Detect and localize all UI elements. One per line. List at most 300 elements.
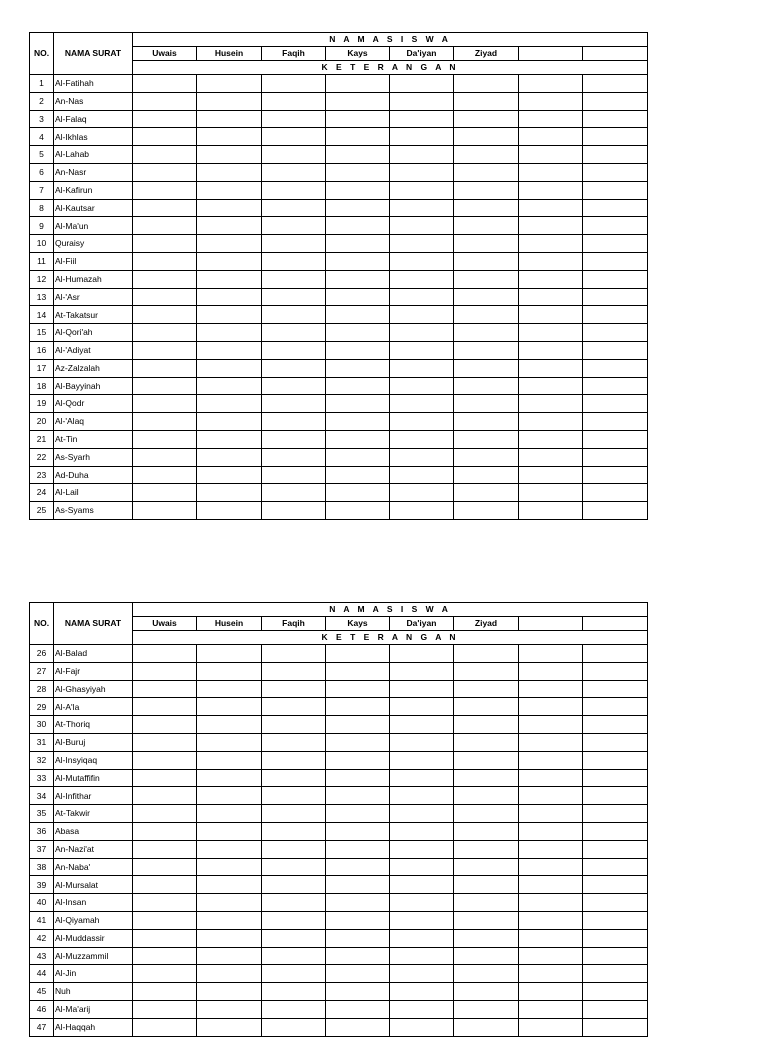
note-cell[interactable] <box>390 769 454 787</box>
note-cell[interactable] <box>519 1018 583 1036</box>
note-cell[interactable] <box>326 217 390 235</box>
note-cell[interactable] <box>390 911 454 929</box>
note-cell[interactable] <box>262 911 326 929</box>
note-cell[interactable] <box>583 395 648 413</box>
note-cell[interactable] <box>390 805 454 823</box>
note-cell[interactable] <box>262 840 326 858</box>
note-cell[interactable] <box>454 324 519 342</box>
note-cell[interactable] <box>133 75 197 93</box>
note-cell[interactable] <box>133 698 197 716</box>
note-cell[interactable] <box>454 341 519 359</box>
note-cell[interactable] <box>326 876 390 894</box>
note-cell[interactable] <box>326 929 390 947</box>
note-cell[interactable] <box>133 858 197 876</box>
note-cell[interactable] <box>197 502 262 520</box>
note-cell[interactable] <box>583 805 648 823</box>
note-cell[interactable] <box>262 876 326 894</box>
note-cell[interactable] <box>262 751 326 769</box>
note-cell[interactable] <box>519 270 583 288</box>
note-cell[interactable] <box>454 1000 519 1018</box>
note-cell[interactable] <box>390 235 454 253</box>
note-cell[interactable] <box>390 75 454 93</box>
note-cell[interactable] <box>519 128 583 146</box>
note-cell[interactable] <box>454 662 519 680</box>
note-cell[interactable] <box>519 965 583 983</box>
note-cell[interactable] <box>519 306 583 324</box>
note-cell[interactable] <box>197 787 262 805</box>
note-cell[interactable] <box>454 929 519 947</box>
note-cell[interactable] <box>133 395 197 413</box>
note-cell[interactable] <box>583 146 648 164</box>
note-cell[interactable] <box>262 217 326 235</box>
note-cell[interactable] <box>326 769 390 787</box>
note-cell[interactable] <box>519 377 583 395</box>
note-cell[interactable] <box>326 377 390 395</box>
note-cell[interactable] <box>197 466 262 484</box>
note-cell[interactable] <box>583 787 648 805</box>
note-cell[interactable] <box>583 645 648 663</box>
note-cell[interactable] <box>390 787 454 805</box>
note-cell[interactable] <box>262 502 326 520</box>
note-cell[interactable] <box>454 876 519 894</box>
note-cell[interactable] <box>133 306 197 324</box>
note-cell[interactable] <box>583 502 648 520</box>
note-cell[interactable] <box>133 217 197 235</box>
note-cell[interactable] <box>133 235 197 253</box>
note-cell[interactable] <box>262 1000 326 1018</box>
note-cell[interactable] <box>519 395 583 413</box>
note-cell[interactable] <box>326 484 390 502</box>
note-cell[interactable] <box>133 805 197 823</box>
note-cell[interactable] <box>197 110 262 128</box>
note-cell[interactable] <box>326 146 390 164</box>
note-cell[interactable] <box>390 413 454 431</box>
note-cell[interactable] <box>197 324 262 342</box>
note-cell[interactable] <box>326 840 390 858</box>
note-cell[interactable] <box>197 413 262 431</box>
note-cell[interactable] <box>197 822 262 840</box>
note-cell[interactable] <box>133 680 197 698</box>
note-cell[interactable] <box>454 181 519 199</box>
note-cell[interactable] <box>390 1018 454 1036</box>
note-cell[interactable] <box>133 787 197 805</box>
note-cell[interactable] <box>326 716 390 734</box>
note-cell[interactable] <box>390 448 454 466</box>
note-cell[interactable] <box>326 805 390 823</box>
note-cell[interactable] <box>583 163 648 181</box>
note-cell[interactable] <box>519 662 583 680</box>
note-cell[interactable] <box>262 894 326 912</box>
note-cell[interactable] <box>583 858 648 876</box>
note-cell[interactable] <box>262 645 326 663</box>
note-cell[interactable] <box>519 876 583 894</box>
note-cell[interactable] <box>133 911 197 929</box>
note-cell[interactable] <box>390 92 454 110</box>
note-cell[interactable] <box>326 341 390 359</box>
note-cell[interactable] <box>262 377 326 395</box>
note-cell[interactable] <box>519 359 583 377</box>
note-cell[interactable] <box>390 733 454 751</box>
note-cell[interactable] <box>262 128 326 146</box>
note-cell[interactable] <box>262 146 326 164</box>
note-cell[interactable] <box>326 983 390 1001</box>
note-cell[interactable] <box>326 1000 390 1018</box>
note-cell[interactable] <box>583 128 648 146</box>
note-cell[interactable] <box>133 146 197 164</box>
note-cell[interactable] <box>133 448 197 466</box>
note-cell[interactable] <box>519 1000 583 1018</box>
note-cell[interactable] <box>197 716 262 734</box>
note-cell[interactable] <box>390 947 454 965</box>
note-cell[interactable] <box>197 270 262 288</box>
note-cell[interactable] <box>133 769 197 787</box>
note-cell[interactable] <box>583 769 648 787</box>
note-cell[interactable] <box>197 146 262 164</box>
note-cell[interactable] <box>262 92 326 110</box>
note-cell[interactable] <box>262 947 326 965</box>
note-cell[interactable] <box>262 769 326 787</box>
note-cell[interactable] <box>326 698 390 716</box>
note-cell[interactable] <box>454 502 519 520</box>
note-cell[interactable] <box>454 92 519 110</box>
note-cell[interactable] <box>390 146 454 164</box>
note-cell[interactable] <box>519 217 583 235</box>
note-cell[interactable] <box>583 894 648 912</box>
note-cell[interactable] <box>454 983 519 1001</box>
note-cell[interactable] <box>454 430 519 448</box>
note-cell[interactable] <box>454 733 519 751</box>
note-cell[interactable] <box>197 199 262 217</box>
note-cell[interactable] <box>326 911 390 929</box>
note-cell[interactable] <box>326 288 390 306</box>
note-cell[interactable] <box>454 805 519 823</box>
note-cell[interactable] <box>133 1000 197 1018</box>
note-cell[interactable] <box>390 306 454 324</box>
note-cell[interactable] <box>454 163 519 181</box>
note-cell[interactable] <box>454 840 519 858</box>
note-cell[interactable] <box>133 181 197 199</box>
note-cell[interactable] <box>197 430 262 448</box>
note-cell[interactable] <box>326 430 390 448</box>
note-cell[interactable] <box>133 733 197 751</box>
note-cell[interactable] <box>197 733 262 751</box>
note-cell[interactable] <box>583 110 648 128</box>
note-cell[interactable] <box>262 110 326 128</box>
note-cell[interactable] <box>326 680 390 698</box>
note-cell[interactable] <box>326 324 390 342</box>
note-cell[interactable] <box>197 359 262 377</box>
note-cell[interactable] <box>519 733 583 751</box>
note-cell[interactable] <box>133 252 197 270</box>
note-cell[interactable] <box>390 894 454 912</box>
note-cell[interactable] <box>583 377 648 395</box>
note-cell[interactable] <box>197 983 262 1001</box>
note-cell[interactable] <box>262 805 326 823</box>
note-cell[interactable] <box>454 698 519 716</box>
note-cell[interactable] <box>197 448 262 466</box>
note-cell[interactable] <box>454 413 519 431</box>
note-cell[interactable] <box>583 698 648 716</box>
note-cell[interactable] <box>262 858 326 876</box>
note-cell[interactable] <box>519 92 583 110</box>
note-cell[interactable] <box>197 128 262 146</box>
note-cell[interactable] <box>454 199 519 217</box>
note-cell[interactable] <box>197 484 262 502</box>
note-cell[interactable] <box>519 163 583 181</box>
note-cell[interactable] <box>197 769 262 787</box>
note-cell[interactable] <box>583 217 648 235</box>
note-cell[interactable] <box>262 341 326 359</box>
note-cell[interactable] <box>390 359 454 377</box>
note-cell[interactable] <box>197 662 262 680</box>
note-cell[interactable] <box>262 181 326 199</box>
note-cell[interactable] <box>454 359 519 377</box>
note-cell[interactable] <box>133 484 197 502</box>
note-cell[interactable] <box>583 733 648 751</box>
note-cell[interactable] <box>326 894 390 912</box>
note-cell[interactable] <box>326 413 390 431</box>
note-cell[interactable] <box>454 448 519 466</box>
note-cell[interactable] <box>262 1018 326 1036</box>
note-cell[interactable] <box>197 181 262 199</box>
note-cell[interactable] <box>262 466 326 484</box>
note-cell[interactable] <box>454 751 519 769</box>
note-cell[interactable] <box>133 324 197 342</box>
note-cell[interactable] <box>262 698 326 716</box>
note-cell[interactable] <box>583 199 648 217</box>
note-cell[interactable] <box>197 805 262 823</box>
note-cell[interactable] <box>133 1018 197 1036</box>
note-cell[interactable] <box>583 430 648 448</box>
note-cell[interactable] <box>133 199 197 217</box>
note-cell[interactable] <box>326 822 390 840</box>
note-cell[interactable] <box>583 484 648 502</box>
note-cell[interactable] <box>390 840 454 858</box>
note-cell[interactable] <box>133 359 197 377</box>
note-cell[interactable] <box>133 716 197 734</box>
note-cell[interactable] <box>390 199 454 217</box>
note-cell[interactable] <box>519 235 583 253</box>
note-cell[interactable] <box>583 983 648 1001</box>
note-cell[interactable] <box>390 288 454 306</box>
note-cell[interactable] <box>262 929 326 947</box>
note-cell[interactable] <box>390 645 454 663</box>
note-cell[interactable] <box>197 840 262 858</box>
note-cell[interactable] <box>519 858 583 876</box>
note-cell[interactable] <box>326 645 390 663</box>
note-cell[interactable] <box>133 876 197 894</box>
note-cell[interactable] <box>197 377 262 395</box>
note-cell[interactable] <box>454 822 519 840</box>
note-cell[interactable] <box>454 110 519 128</box>
note-cell[interactable] <box>583 1018 648 1036</box>
note-cell[interactable] <box>326 235 390 253</box>
note-cell[interactable] <box>454 965 519 983</box>
note-cell[interactable] <box>583 413 648 431</box>
note-cell[interactable] <box>454 680 519 698</box>
note-cell[interactable] <box>133 965 197 983</box>
note-cell[interactable] <box>197 965 262 983</box>
note-cell[interactable] <box>519 341 583 359</box>
note-cell[interactable] <box>326 199 390 217</box>
note-cell[interactable] <box>262 359 326 377</box>
note-cell[interactable] <box>519 894 583 912</box>
note-cell[interactable] <box>326 92 390 110</box>
note-cell[interactable] <box>390 822 454 840</box>
note-cell[interactable] <box>390 965 454 983</box>
note-cell[interactable] <box>454 288 519 306</box>
note-cell[interactable] <box>390 502 454 520</box>
note-cell[interactable] <box>133 92 197 110</box>
note-cell[interactable] <box>390 270 454 288</box>
note-cell[interactable] <box>133 270 197 288</box>
note-cell[interactable] <box>583 306 648 324</box>
note-cell[interactable] <box>390 858 454 876</box>
note-cell[interactable] <box>133 840 197 858</box>
note-cell[interactable] <box>326 751 390 769</box>
note-cell[interactable] <box>326 448 390 466</box>
note-cell[interactable] <box>262 716 326 734</box>
note-cell[interactable] <box>326 395 390 413</box>
note-cell[interactable] <box>133 377 197 395</box>
note-cell[interactable] <box>262 306 326 324</box>
note-cell[interactable] <box>519 983 583 1001</box>
note-cell[interactable] <box>262 270 326 288</box>
note-cell[interactable] <box>197 306 262 324</box>
note-cell[interactable] <box>262 662 326 680</box>
note-cell[interactable] <box>197 252 262 270</box>
note-cell[interactable] <box>262 199 326 217</box>
note-cell[interactable] <box>454 894 519 912</box>
note-cell[interactable] <box>262 448 326 466</box>
note-cell[interactable] <box>390 698 454 716</box>
note-cell[interactable] <box>454 395 519 413</box>
note-cell[interactable] <box>583 235 648 253</box>
note-cell[interactable] <box>262 430 326 448</box>
note-cell[interactable] <box>326 965 390 983</box>
note-cell[interactable] <box>262 822 326 840</box>
note-cell[interactable] <box>390 395 454 413</box>
note-cell[interactable] <box>519 448 583 466</box>
note-cell[interactable] <box>262 324 326 342</box>
note-cell[interactable] <box>390 377 454 395</box>
note-cell[interactable] <box>326 75 390 93</box>
note-cell[interactable] <box>454 716 519 734</box>
note-cell[interactable] <box>583 288 648 306</box>
note-cell[interactable] <box>133 929 197 947</box>
note-cell[interactable] <box>390 983 454 1001</box>
note-cell[interactable] <box>519 805 583 823</box>
note-cell[interactable] <box>197 698 262 716</box>
note-cell[interactable] <box>519 252 583 270</box>
note-cell[interactable] <box>583 341 648 359</box>
note-cell[interactable] <box>454 947 519 965</box>
note-cell[interactable] <box>197 395 262 413</box>
note-cell[interactable] <box>197 645 262 663</box>
note-cell[interactable] <box>197 929 262 947</box>
note-cell[interactable] <box>262 163 326 181</box>
note-cell[interactable] <box>197 75 262 93</box>
note-cell[interactable] <box>326 858 390 876</box>
note-cell[interactable] <box>262 413 326 431</box>
note-cell[interactable] <box>133 163 197 181</box>
note-cell[interactable] <box>390 876 454 894</box>
note-cell[interactable] <box>326 466 390 484</box>
note-cell[interactable] <box>197 1000 262 1018</box>
note-cell[interactable] <box>133 502 197 520</box>
note-cell[interactable] <box>390 217 454 235</box>
note-cell[interactable] <box>326 733 390 751</box>
note-cell[interactable] <box>454 75 519 93</box>
note-cell[interactable] <box>390 751 454 769</box>
note-cell[interactable] <box>519 911 583 929</box>
note-cell[interactable] <box>326 502 390 520</box>
note-cell[interactable] <box>133 662 197 680</box>
note-cell[interactable] <box>583 876 648 894</box>
note-cell[interactable] <box>390 466 454 484</box>
note-cell[interactable] <box>519 430 583 448</box>
note-cell[interactable] <box>390 324 454 342</box>
note-cell[interactable] <box>133 341 197 359</box>
note-cell[interactable] <box>262 395 326 413</box>
note-cell[interactable] <box>519 484 583 502</box>
note-cell[interactable] <box>326 270 390 288</box>
note-cell[interactable] <box>583 92 648 110</box>
note-cell[interactable] <box>197 235 262 253</box>
note-cell[interactable] <box>519 787 583 805</box>
note-cell[interactable] <box>197 751 262 769</box>
note-cell[interactable] <box>583 947 648 965</box>
note-cell[interactable] <box>583 822 648 840</box>
note-cell[interactable] <box>519 324 583 342</box>
note-cell[interactable] <box>197 163 262 181</box>
note-cell[interactable] <box>262 787 326 805</box>
note-cell[interactable] <box>197 894 262 912</box>
note-cell[interactable] <box>519 146 583 164</box>
note-cell[interactable] <box>519 947 583 965</box>
note-cell[interactable] <box>326 662 390 680</box>
note-cell[interactable] <box>583 911 648 929</box>
note-cell[interactable] <box>326 306 390 324</box>
note-cell[interactable] <box>326 110 390 128</box>
note-cell[interactable] <box>519 680 583 698</box>
note-cell[interactable] <box>326 359 390 377</box>
note-cell[interactable] <box>197 911 262 929</box>
note-cell[interactable] <box>197 947 262 965</box>
note-cell[interactable] <box>390 680 454 698</box>
note-cell[interactable] <box>197 288 262 306</box>
note-cell[interactable] <box>583 751 648 769</box>
note-cell[interactable] <box>519 502 583 520</box>
note-cell[interactable] <box>583 448 648 466</box>
note-cell[interactable] <box>583 359 648 377</box>
note-cell[interactable] <box>133 983 197 1001</box>
note-cell[interactable] <box>390 716 454 734</box>
note-cell[interactable] <box>583 181 648 199</box>
note-cell[interactable] <box>262 235 326 253</box>
note-cell[interactable] <box>583 1000 648 1018</box>
note-cell[interactable] <box>583 662 648 680</box>
note-cell[interactable] <box>583 270 648 288</box>
note-cell[interactable] <box>133 288 197 306</box>
note-cell[interactable] <box>262 733 326 751</box>
note-cell[interactable] <box>454 769 519 787</box>
note-cell[interactable] <box>519 929 583 947</box>
note-cell[interactable] <box>133 430 197 448</box>
note-cell[interactable] <box>583 965 648 983</box>
note-cell[interactable] <box>262 983 326 1001</box>
note-cell[interactable] <box>519 413 583 431</box>
